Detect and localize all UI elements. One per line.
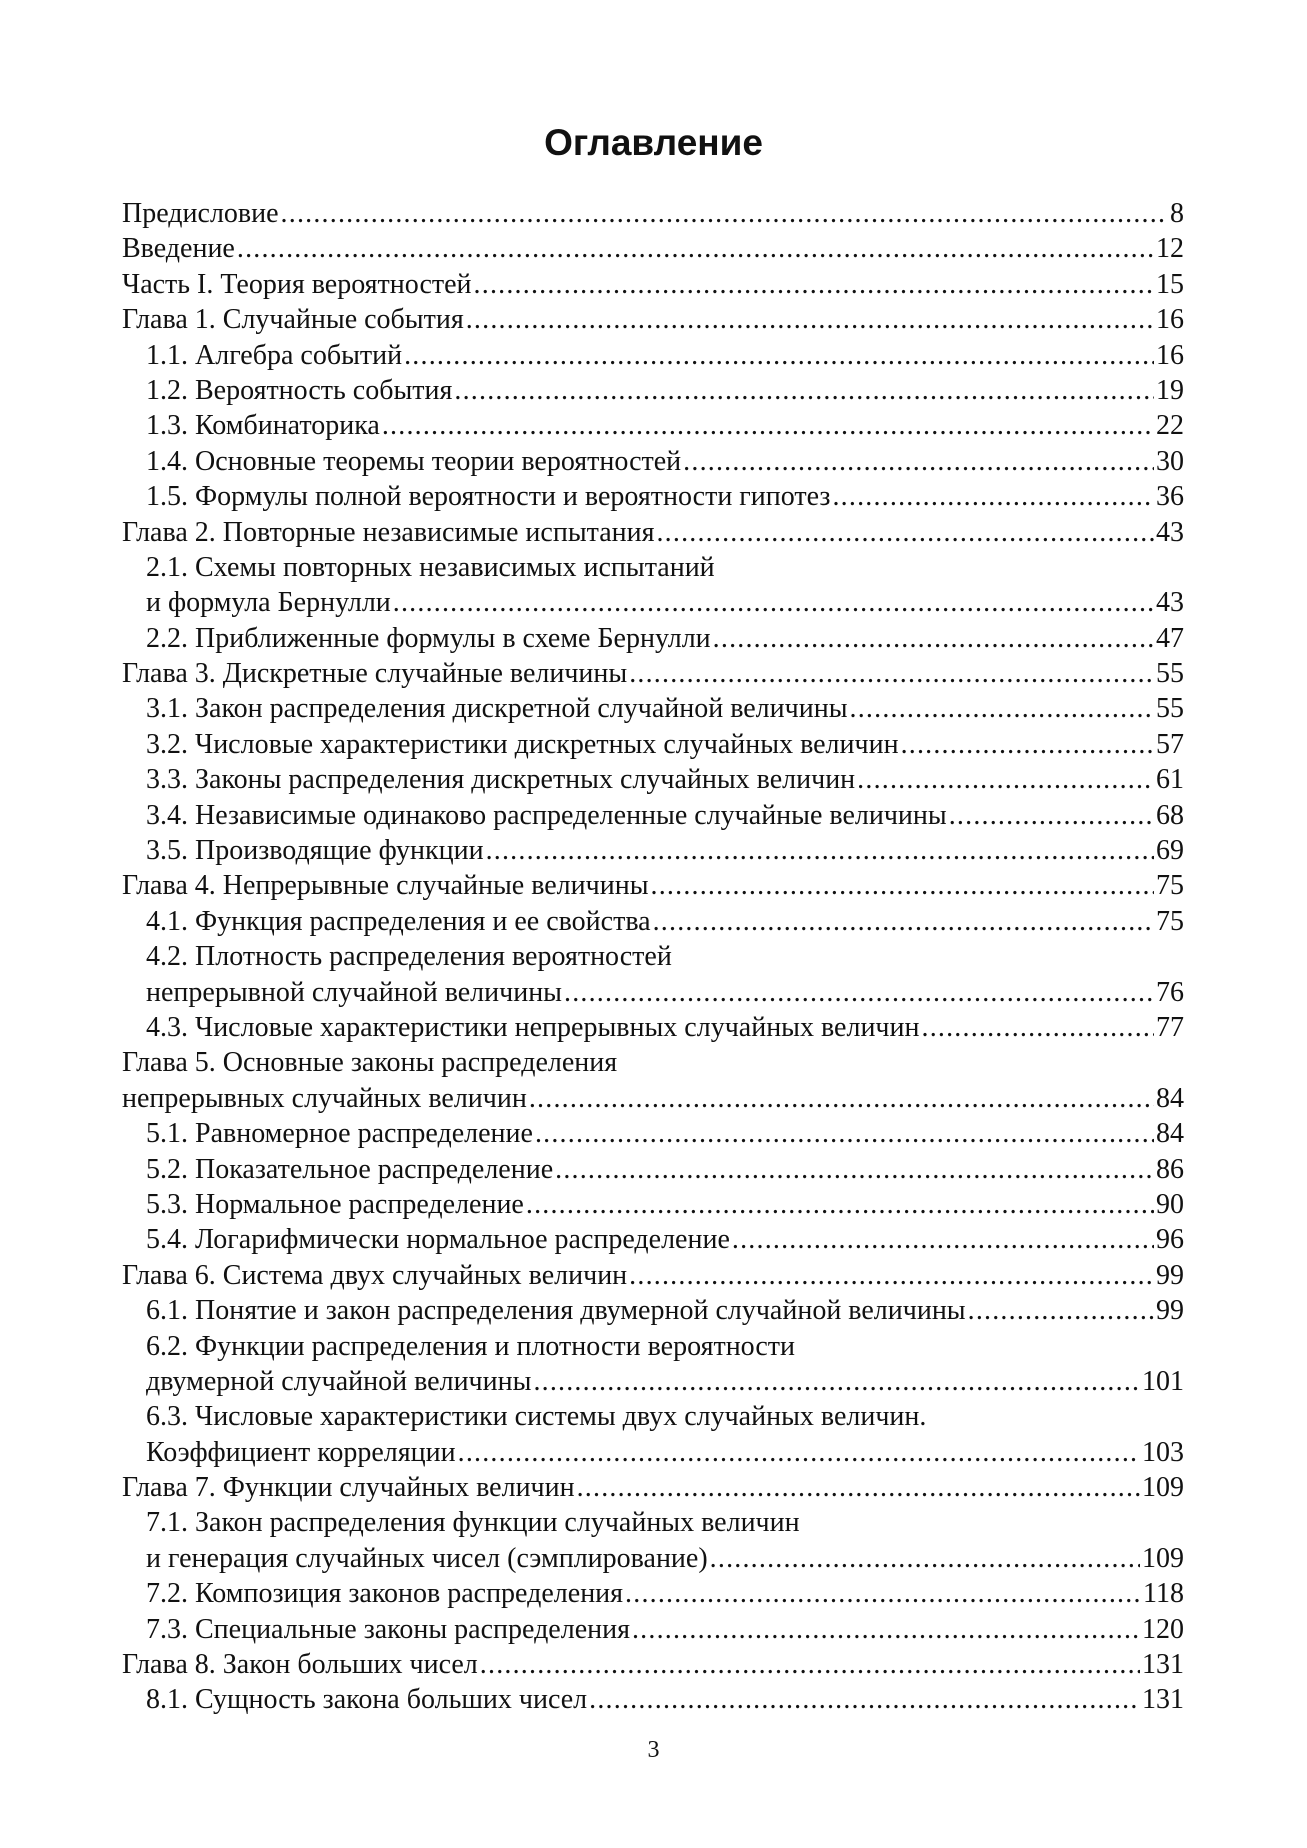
toc-entry-page: 16 bbox=[1156, 339, 1184, 371]
toc-entry-label: 4.3. Числовые характеристики непрерывных случайных величин bbox=[146, 1011, 920, 1043]
dot-leader bbox=[281, 196, 1168, 231]
dot-leader bbox=[683, 444, 1154, 479]
toc-entry-page: 43 bbox=[1156, 516, 1184, 548]
dot-leader bbox=[237, 231, 1154, 266]
dot-leader bbox=[656, 515, 1154, 550]
toc-entry-page: 16 bbox=[1156, 304, 1184, 336]
toc-entry-page: 12 bbox=[1156, 233, 1184, 265]
toc-entry-label: 8.1. Сущность закона больших чисел bbox=[146, 1684, 588, 1716]
toc-entry-label: 5.3. Нормальное распределение bbox=[146, 1188, 524, 1220]
toc-entry-label: 1.4. Основные теоремы теории вероятностей bbox=[146, 445, 682, 477]
toc-entry-label: 7.2. Композиция законов распределения bbox=[146, 1578, 624, 1610]
toc-entry-page: 47 bbox=[1156, 622, 1184, 654]
toc-entry[interactable] bbox=[122, 1682, 1184, 1717]
toc-entry[interactable] bbox=[122, 550, 1184, 585]
dot-leader bbox=[713, 621, 1154, 656]
dot-leader bbox=[393, 585, 1154, 620]
toc-entry-page: 86 bbox=[1156, 1153, 1184, 1185]
toc-entry-label: непрерывной случайной величины bbox=[146, 976, 562, 1008]
toc-entry[interactable] bbox=[122, 585, 1184, 620]
toc-entry-label: двумерной случайной величины bbox=[146, 1365, 532, 1397]
toc-entry-page: 84 bbox=[1156, 1118, 1184, 1150]
toc-entry-page: 118 bbox=[1143, 1578, 1184, 1610]
toc-entry-label: 5.1. Равномерное распределение bbox=[146, 1118, 533, 1150]
dot-leader bbox=[850, 691, 1154, 726]
toc-entry-label: и формула Бернулли bbox=[146, 587, 391, 619]
toc-entry-page: 57 bbox=[1156, 728, 1184, 760]
toc-entry[interactable] bbox=[122, 373, 1184, 408]
toc-entry[interactable] bbox=[122, 868, 1184, 903]
toc-entry-label: 3.5. Производящие функции bbox=[146, 835, 484, 867]
toc-entry-label: Глава 2. Повторные независимые испытания bbox=[122, 516, 655, 548]
toc-entry-page: 99 bbox=[1156, 1259, 1184, 1291]
toc-entry-page: 77 bbox=[1156, 1011, 1184, 1043]
toc-entry[interactable] bbox=[122, 196, 1184, 231]
dot-leader bbox=[529, 1081, 1154, 1116]
table-of-contents bbox=[122, 196, 1184, 1718]
toc-entry-label: 2.2. Приближенные формулы в схеме Бернулли bbox=[146, 622, 711, 654]
dot-leader bbox=[732, 1222, 1154, 1257]
toc-entry[interactable] bbox=[122, 1647, 1184, 1682]
toc-entry-page: 55 bbox=[1156, 658, 1184, 690]
page-number: 3 bbox=[647, 1737, 660, 1763]
toc-entry-label: Коэффициент корреляции bbox=[146, 1436, 456, 1468]
dot-leader bbox=[589, 1682, 1140, 1717]
toc-entry[interactable] bbox=[122, 1258, 1184, 1293]
dot-leader bbox=[458, 1435, 1140, 1470]
dot-leader bbox=[535, 1116, 1154, 1151]
toc-entry[interactable] bbox=[122, 691, 1184, 726]
dot-leader bbox=[653, 904, 1154, 939]
dot-leader bbox=[832, 479, 1154, 514]
toc-entry-label: Часть I. Теория вероятностей bbox=[122, 268, 472, 300]
dot-leader bbox=[533, 1364, 1140, 1399]
toc-entry[interactable] bbox=[122, 1576, 1184, 1611]
toc-entry[interactable] bbox=[122, 515, 1184, 550]
dot-leader bbox=[474, 267, 1154, 302]
toc-entry-page: 131 bbox=[1142, 1684, 1184, 1716]
toc-entry-label: Глава 8. Закон больших чисел bbox=[122, 1649, 478, 1681]
toc-entry-page: 75 bbox=[1156, 870, 1184, 902]
toc-entry-page: 43 bbox=[1156, 587, 1184, 619]
toc-entry-label: и генерация случайных чисел (сэмплирование) bbox=[146, 1542, 708, 1574]
toc-entry[interactable] bbox=[122, 1364, 1184, 1399]
toc-entry-page: 19 bbox=[1156, 374, 1184, 406]
toc-entry-label: Глава 5. Основные законы распределения bbox=[122, 1047, 618, 1079]
toc-entry-page: 131 bbox=[1142, 1649, 1184, 1681]
toc-entry[interactable] bbox=[122, 231, 1184, 266]
dot-leader bbox=[710, 1541, 1140, 1576]
toc-entry[interactable] bbox=[122, 1081, 1184, 1116]
toc-entry-label: непрерывных случайных величин bbox=[122, 1082, 527, 1114]
toc-entry-label: 6.1. Понятие и закон распределения двумерной случайной величины bbox=[146, 1295, 966, 1327]
toc-entry[interactable] bbox=[122, 939, 1184, 974]
dot-leader bbox=[629, 1258, 1154, 1293]
toc-entry[interactable] bbox=[122, 1045, 1184, 1080]
toc-entry-page: 68 bbox=[1156, 799, 1184, 831]
toc-entry-label: Предисловие bbox=[122, 198, 279, 229]
toc-entry[interactable] bbox=[122, 302, 1184, 337]
toc-entry[interactable] bbox=[122, 621, 1184, 656]
toc-entry[interactable] bbox=[122, 338, 1184, 373]
dot-leader bbox=[901, 727, 1154, 762]
toc-entry[interactable] bbox=[122, 408, 1184, 443]
toc-entry-label: 1.3. Комбинаторика bbox=[146, 410, 380, 442]
dot-leader bbox=[949, 798, 1154, 833]
dot-leader bbox=[382, 408, 1154, 443]
toc-entry-label: 3.4. Независимые одинаково распределенные случайные величины bbox=[146, 799, 947, 831]
toc-entry-label: 6.3. Числовые характеристики системы двух случайных величин. bbox=[146, 1401, 927, 1433]
page-title: Оглавление bbox=[544, 122, 763, 163]
toc-entry[interactable] bbox=[122, 727, 1184, 762]
toc-entry-label: Введение bbox=[122, 233, 235, 265]
toc-entry-label: Глава 7. Функции случайных величин bbox=[122, 1472, 575, 1504]
toc-entry-page: 76 bbox=[1156, 976, 1184, 1008]
toc-entry[interactable] bbox=[122, 1293, 1184, 1328]
dot-leader bbox=[555, 1152, 1154, 1187]
dot-leader bbox=[480, 1647, 1140, 1682]
toc-entry[interactable] bbox=[122, 1152, 1184, 1187]
toc-entry-label: Глава 6. Система двух случайных величин bbox=[122, 1259, 628, 1291]
toc-entry-page: 90 bbox=[1156, 1188, 1184, 1220]
toc-entry-label: 1.2. Вероятность события bbox=[146, 374, 453, 406]
toc-entry-label: 4.2. Плотность распределения вероятностей bbox=[146, 941, 672, 973]
dot-leader bbox=[629, 656, 1154, 691]
dot-leader bbox=[577, 1470, 1140, 1505]
toc-entry[interactable] bbox=[122, 798, 1184, 833]
dot-leader bbox=[651, 868, 1154, 903]
toc-entry[interactable] bbox=[122, 1116, 1184, 1151]
toc-entry-page: 103 bbox=[1142, 1436, 1184, 1468]
toc-entry[interactable] bbox=[122, 1399, 1184, 1434]
toc-entry[interactable] bbox=[122, 1612, 1184, 1647]
toc-entry[interactable] bbox=[122, 904, 1184, 939]
toc-entry[interactable] bbox=[122, 833, 1184, 868]
dot-leader bbox=[404, 338, 1154, 373]
toc-entry-page: 36 bbox=[1156, 481, 1184, 513]
dot-leader bbox=[486, 833, 1154, 868]
toc-entry-page: 84 bbox=[1156, 1082, 1184, 1114]
toc-entry-page: 61 bbox=[1156, 764, 1184, 796]
toc-entry-label: 3.2. Числовые характеристики дискретных случайных величин bbox=[146, 728, 899, 760]
toc-entry[interactable] bbox=[122, 267, 1184, 302]
toc-entry-page: 96 bbox=[1156, 1224, 1184, 1256]
dot-leader bbox=[526, 1187, 1154, 1222]
toc-entry[interactable] bbox=[122, 975, 1184, 1010]
toc-entry-page: 109 bbox=[1142, 1542, 1184, 1574]
toc-entry-page: 8 bbox=[1170, 198, 1184, 229]
toc-entry-label: 5.2. Показательное распределение bbox=[146, 1153, 554, 1185]
toc-entry[interactable] bbox=[122, 1222, 1184, 1257]
toc-entry-label: 7.3. Специальные законы распределения bbox=[146, 1613, 630, 1645]
dot-leader bbox=[625, 1576, 1141, 1611]
toc-entry[interactable] bbox=[122, 656, 1184, 691]
toc-entry-label: 2.1. Схемы повторных независимых испытаний bbox=[146, 551, 715, 583]
toc-entry-label: 4.1. Функция распределения и ее свойства bbox=[146, 905, 651, 937]
toc-entry-page: 15 bbox=[1156, 268, 1184, 300]
toc-entry-page: 101 bbox=[1142, 1365, 1184, 1397]
dot-leader bbox=[454, 373, 1154, 408]
toc-entry-page: 55 bbox=[1156, 693, 1184, 725]
dot-leader bbox=[632, 1612, 1140, 1647]
toc-entry-label: 5.4. Логарифмически нормальное распределение bbox=[146, 1224, 730, 1256]
toc-entry-page: 99 bbox=[1156, 1295, 1184, 1327]
toc-entry[interactable] bbox=[122, 1435, 1184, 1470]
toc-entry-page: 75 bbox=[1156, 905, 1184, 937]
toc-entry[interactable] bbox=[122, 762, 1184, 797]
toc-entry-label: 7.1. Закон распределения функции случайных величин bbox=[146, 1507, 800, 1539]
toc-entry-page: 109 bbox=[1142, 1472, 1184, 1504]
toc-entry-label: Глава 1. Случайные события bbox=[122, 304, 464, 336]
toc-entry[interactable] bbox=[122, 1329, 1184, 1364]
toc-entry[interactable] bbox=[122, 1541, 1184, 1576]
toc-entry[interactable] bbox=[122, 1010, 1184, 1045]
dot-leader bbox=[968, 1293, 1154, 1328]
toc-entry-label: 1.5. Формулы полной вероятности и вероятности гипотез bbox=[146, 481, 831, 513]
toc-entry-label: 1.1. Алгебра событий bbox=[146, 339, 403, 371]
dot-leader bbox=[922, 1010, 1155, 1045]
toc-entry-label: 3.3. Законы распределения дискретных случайных величин bbox=[146, 764, 856, 796]
toc-entry-label: 3.1. Закон распределения дискретной случайной величины bbox=[146, 693, 848, 725]
dot-leader bbox=[564, 975, 1154, 1010]
toc-entry[interactable] bbox=[122, 1470, 1184, 1505]
dot-leader bbox=[466, 302, 1154, 337]
toc-entry-label: 6.2. Функции распределения и плотности вероятности bbox=[146, 1330, 796, 1362]
toc-entry-page: 30 bbox=[1156, 445, 1184, 477]
toc-entry[interactable] bbox=[122, 479, 1184, 514]
toc-entry[interactable] bbox=[122, 444, 1184, 479]
toc-entry-page: 22 bbox=[1156, 410, 1184, 442]
toc-entry-page: 69 bbox=[1156, 835, 1184, 867]
toc-entry[interactable] bbox=[122, 1505, 1184, 1540]
toc-entry-page: 120 bbox=[1142, 1613, 1184, 1645]
toc-entry-label: Глава 4. Непрерывные случайные величины bbox=[122, 870, 649, 902]
dot-leader bbox=[857, 762, 1154, 797]
toc-entry[interactable] bbox=[122, 1187, 1184, 1222]
toc-entry-label: Глава 3. Дискретные случайные величины bbox=[122, 658, 628, 690]
